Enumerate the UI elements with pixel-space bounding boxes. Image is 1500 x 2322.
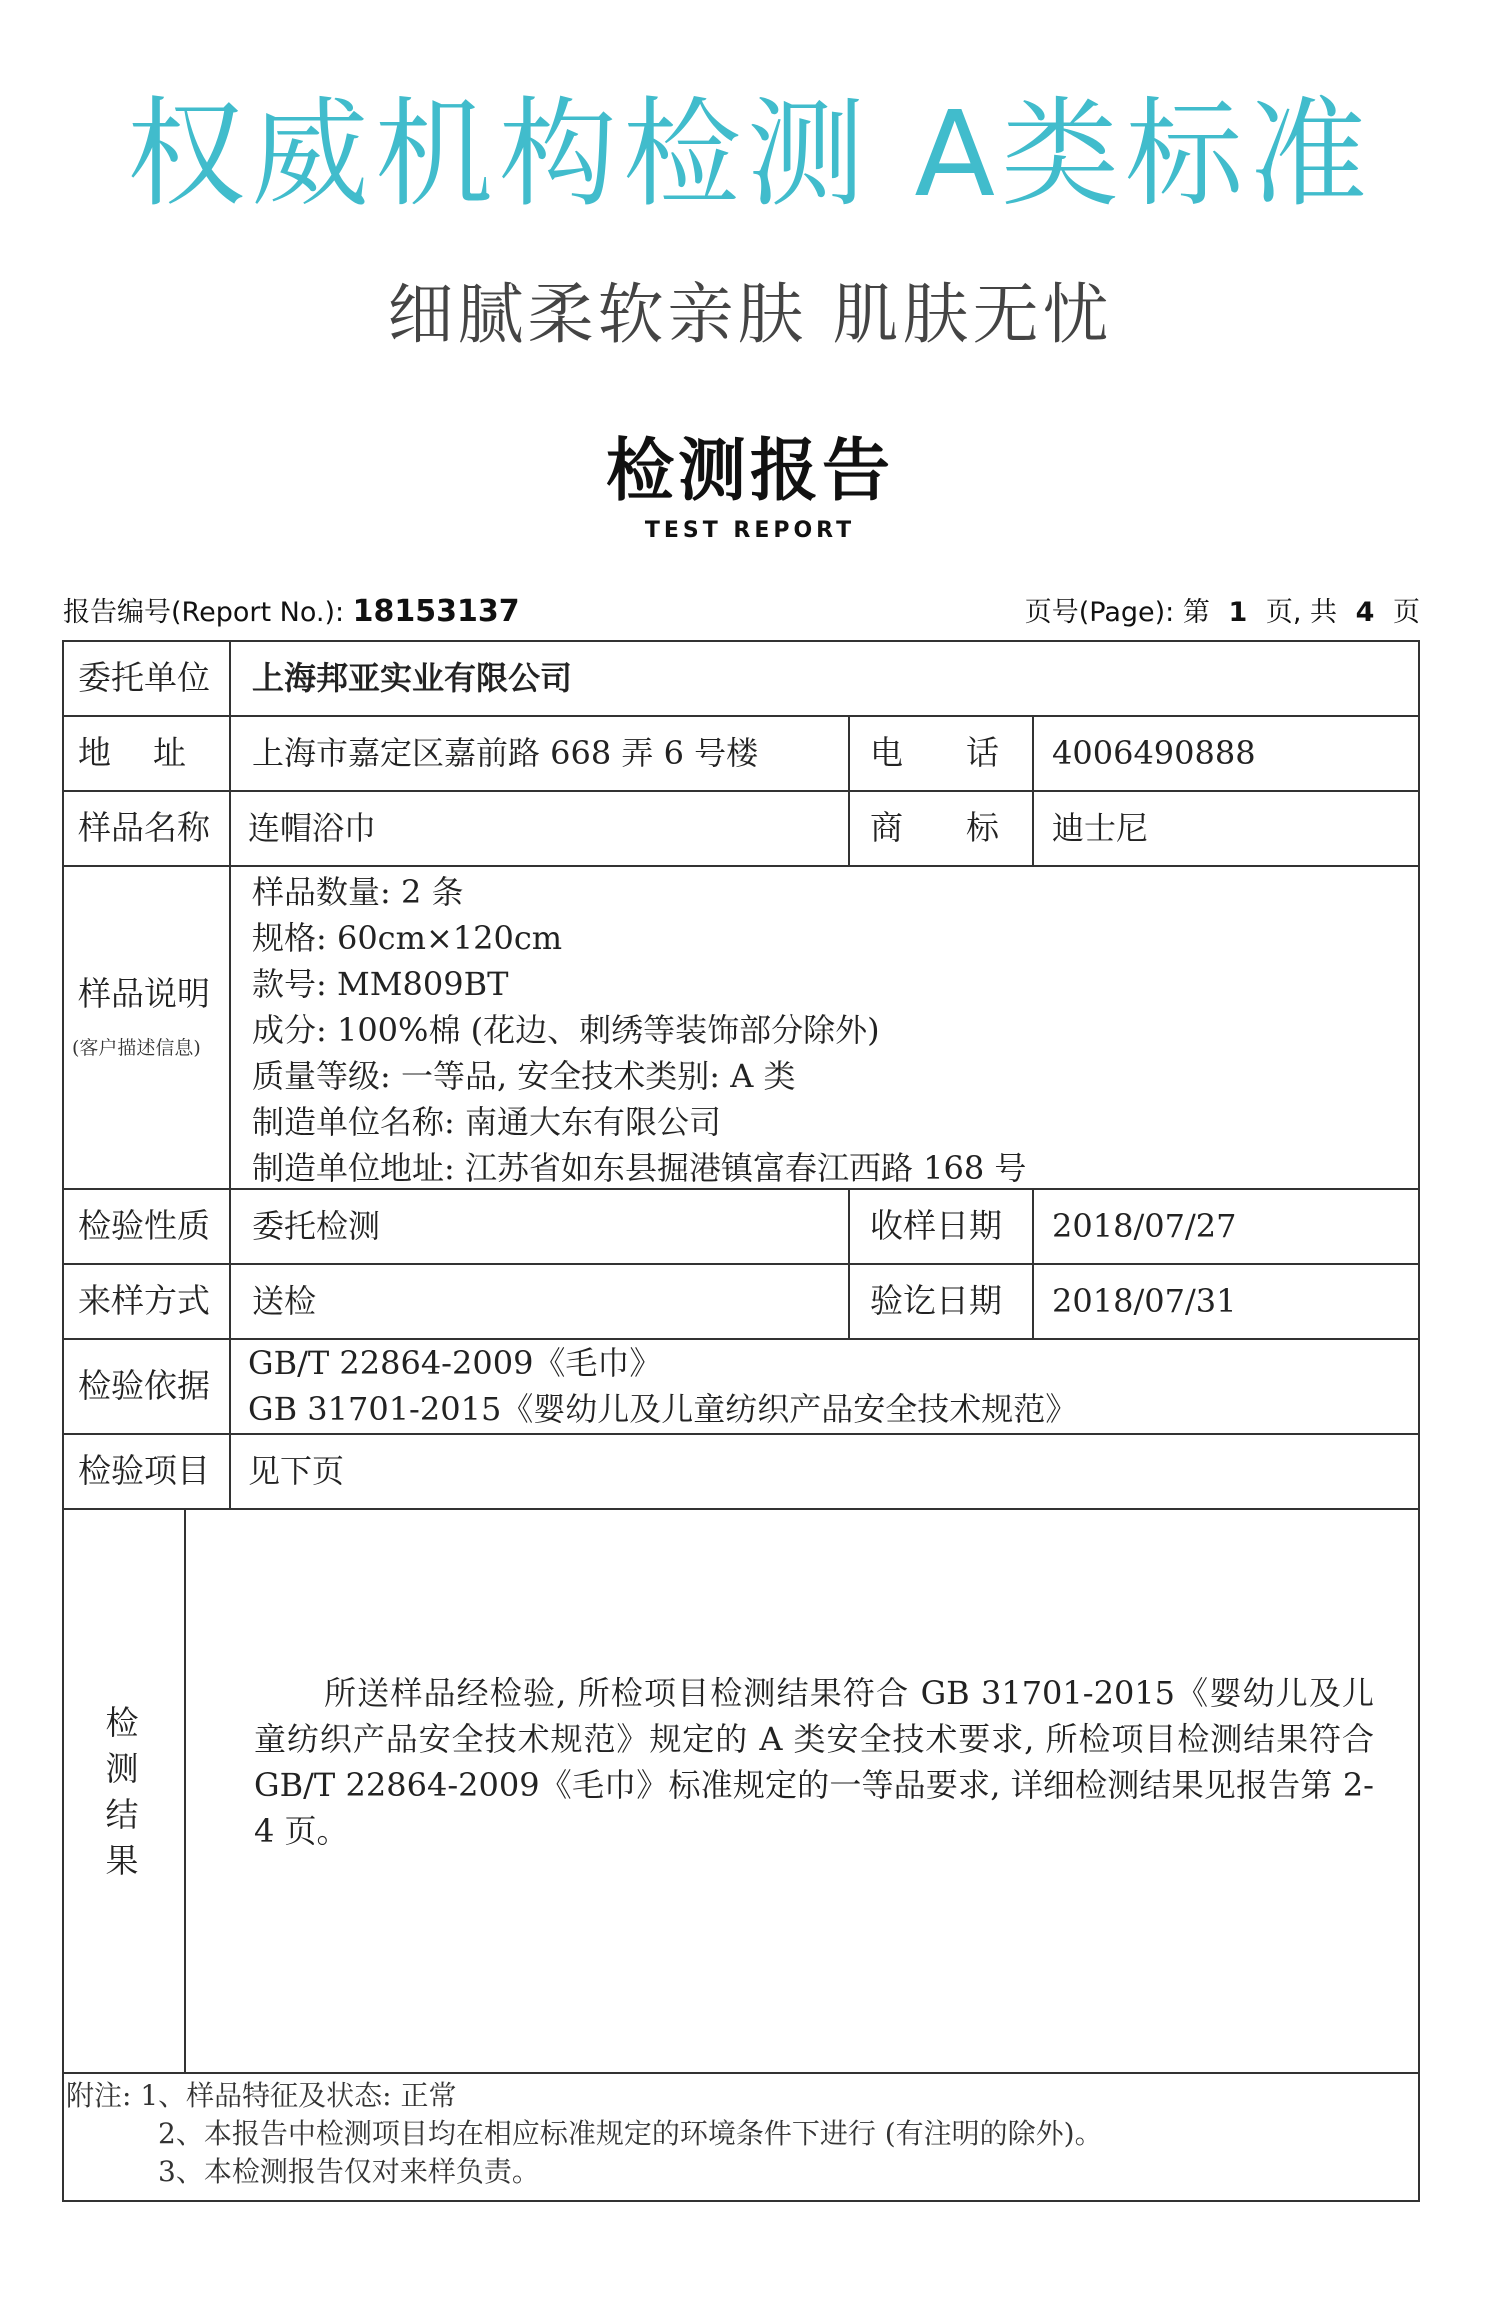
page-indicator xyxy=(1025,590,1420,629)
table-border xyxy=(62,1433,1420,1435)
result-label-char: 结 xyxy=(105,1795,139,1834)
finish-date-label: 验讫日期 xyxy=(870,1281,1002,1320)
client-label: 委托单位 xyxy=(78,658,210,697)
desc-line: 规格: 60cm×120cm xyxy=(252,919,563,957)
table-border xyxy=(184,1508,186,2072)
report-title: 检测报告 xyxy=(605,432,894,511)
result-label xyxy=(102,1700,142,1884)
brand-value: 迪士尼 xyxy=(1052,809,1149,847)
page-mid: 页, 共 xyxy=(1265,597,1338,628)
items-label: 检验项目 xyxy=(78,1451,210,1490)
notes xyxy=(66,2077,1103,2191)
desc-lines xyxy=(252,869,1026,1191)
nature-label: 检验性质 xyxy=(78,1206,210,1245)
result-label-char: 测 xyxy=(105,1749,139,1788)
desc-line: 款号: MM809BT xyxy=(252,965,509,1003)
page-total: 4 xyxy=(1355,597,1375,628)
note-line: 3、本检测报告仅对来样负责。 xyxy=(158,2155,540,2188)
table-border xyxy=(848,715,850,865)
desc-line: 成分: 100%棉 (花边、刺绣等装饰部分除外) xyxy=(252,1011,880,1049)
address-label: 地 址 xyxy=(78,733,186,772)
report-number-value: 18153137 xyxy=(352,594,520,629)
report-number-label: 报告编号(Report No.): xyxy=(63,597,345,628)
note-line: 附注: 1、样品特征及状态: 正常 xyxy=(66,2079,457,2112)
desc-line: 样品数量: 2 条 xyxy=(252,873,464,911)
basis-line: GB 31701-2015《婴幼儿及儿童纺织产品安全技术规范》 xyxy=(248,1390,1078,1428)
table-border xyxy=(1032,1188,1034,1338)
phone-value: 4006490888 xyxy=(1052,734,1256,772)
page-label: 页号(Page): 第 xyxy=(1024,597,1210,628)
table-border xyxy=(1418,640,1420,2202)
banner-subline: 细腻柔软亲肤 肌肤无忧 xyxy=(387,276,1113,353)
client-value: 上海邦亚实业有限公司 xyxy=(252,659,573,697)
method-label: 来样方式 xyxy=(78,1281,210,1320)
sample-name-value: 连帽浴巾 xyxy=(248,809,377,847)
page-suffix: 页 xyxy=(1393,597,1420,628)
table-border xyxy=(62,865,1420,867)
table-border xyxy=(62,1263,1420,1265)
desc-line: 制造单位地址: 江苏省如东县掘港镇富春江西路 168 号 xyxy=(252,1149,1027,1187)
address-value: 上海市嘉定区嘉前路 668 弄 6 号楼 xyxy=(252,734,759,772)
result-text: 所送样品经检验, 所检项目检测结果符合 GB 31701-2015《婴幼儿及儿童纺织产品安全技术规范》规定的 A 类安全技术要求, 所检项目检测结果符合 GB/T 22864-2009《毛巾》标准规定的一等品要求, 详细检测结果见报告第 2-4 页。 xyxy=(254,1674,1374,1850)
desc-line: 制造单位名称: 南通大东有限公司 xyxy=(252,1103,721,1141)
note-line: 2、本报告中检测项目均在相应标准规定的环境条件下进行 (有注明的除外)。 xyxy=(158,2117,1103,2150)
report-number xyxy=(63,590,520,629)
finish-date-value: 2018/07/31 xyxy=(1052,1282,1237,1320)
table-border xyxy=(848,1188,850,1338)
table-border xyxy=(62,2200,1420,2202)
page-current: 1 xyxy=(1228,597,1248,628)
brand-label: 商 标 xyxy=(870,808,999,847)
table-border xyxy=(62,790,1420,792)
desc-label: 样品说明 xyxy=(78,974,210,1013)
desc-line: 质量等级: 一等品, 安全技术类别: A 类 xyxy=(252,1057,796,1095)
table-border xyxy=(229,640,231,1508)
items-value: 见下页 xyxy=(248,1452,345,1490)
basis-lines xyxy=(248,1340,1077,1432)
phone-label: 电 话 xyxy=(870,733,999,772)
desc-sublabel: (客户描述信息) xyxy=(72,1037,201,1059)
report-table xyxy=(62,640,1420,2202)
receive-date-value: 2018/07/27 xyxy=(1052,1207,1237,1245)
result-label-char: 果 xyxy=(105,1841,139,1880)
table-border xyxy=(1032,715,1034,865)
method-value: 送检 xyxy=(252,1282,317,1320)
banner-headline: 权威机构检测 A类标准 xyxy=(126,85,1374,223)
basis-line: GB/T 22864-2009《毛巾》 xyxy=(248,1344,662,1382)
table-border xyxy=(62,2072,1420,2074)
table-border xyxy=(62,715,1420,717)
table-border xyxy=(62,640,64,2202)
basis-label: 检验依据 xyxy=(78,1366,210,1405)
nature-value: 委托检测 xyxy=(252,1207,381,1245)
report-subtitle: TEST REPORT xyxy=(644,518,856,543)
table-border xyxy=(62,1508,1420,1510)
sample-name-label: 样品名称 xyxy=(78,808,210,847)
receive-date-label: 收样日期 xyxy=(870,1206,1002,1245)
table-border xyxy=(62,640,1420,642)
result-label-char: 检 xyxy=(105,1703,139,1742)
